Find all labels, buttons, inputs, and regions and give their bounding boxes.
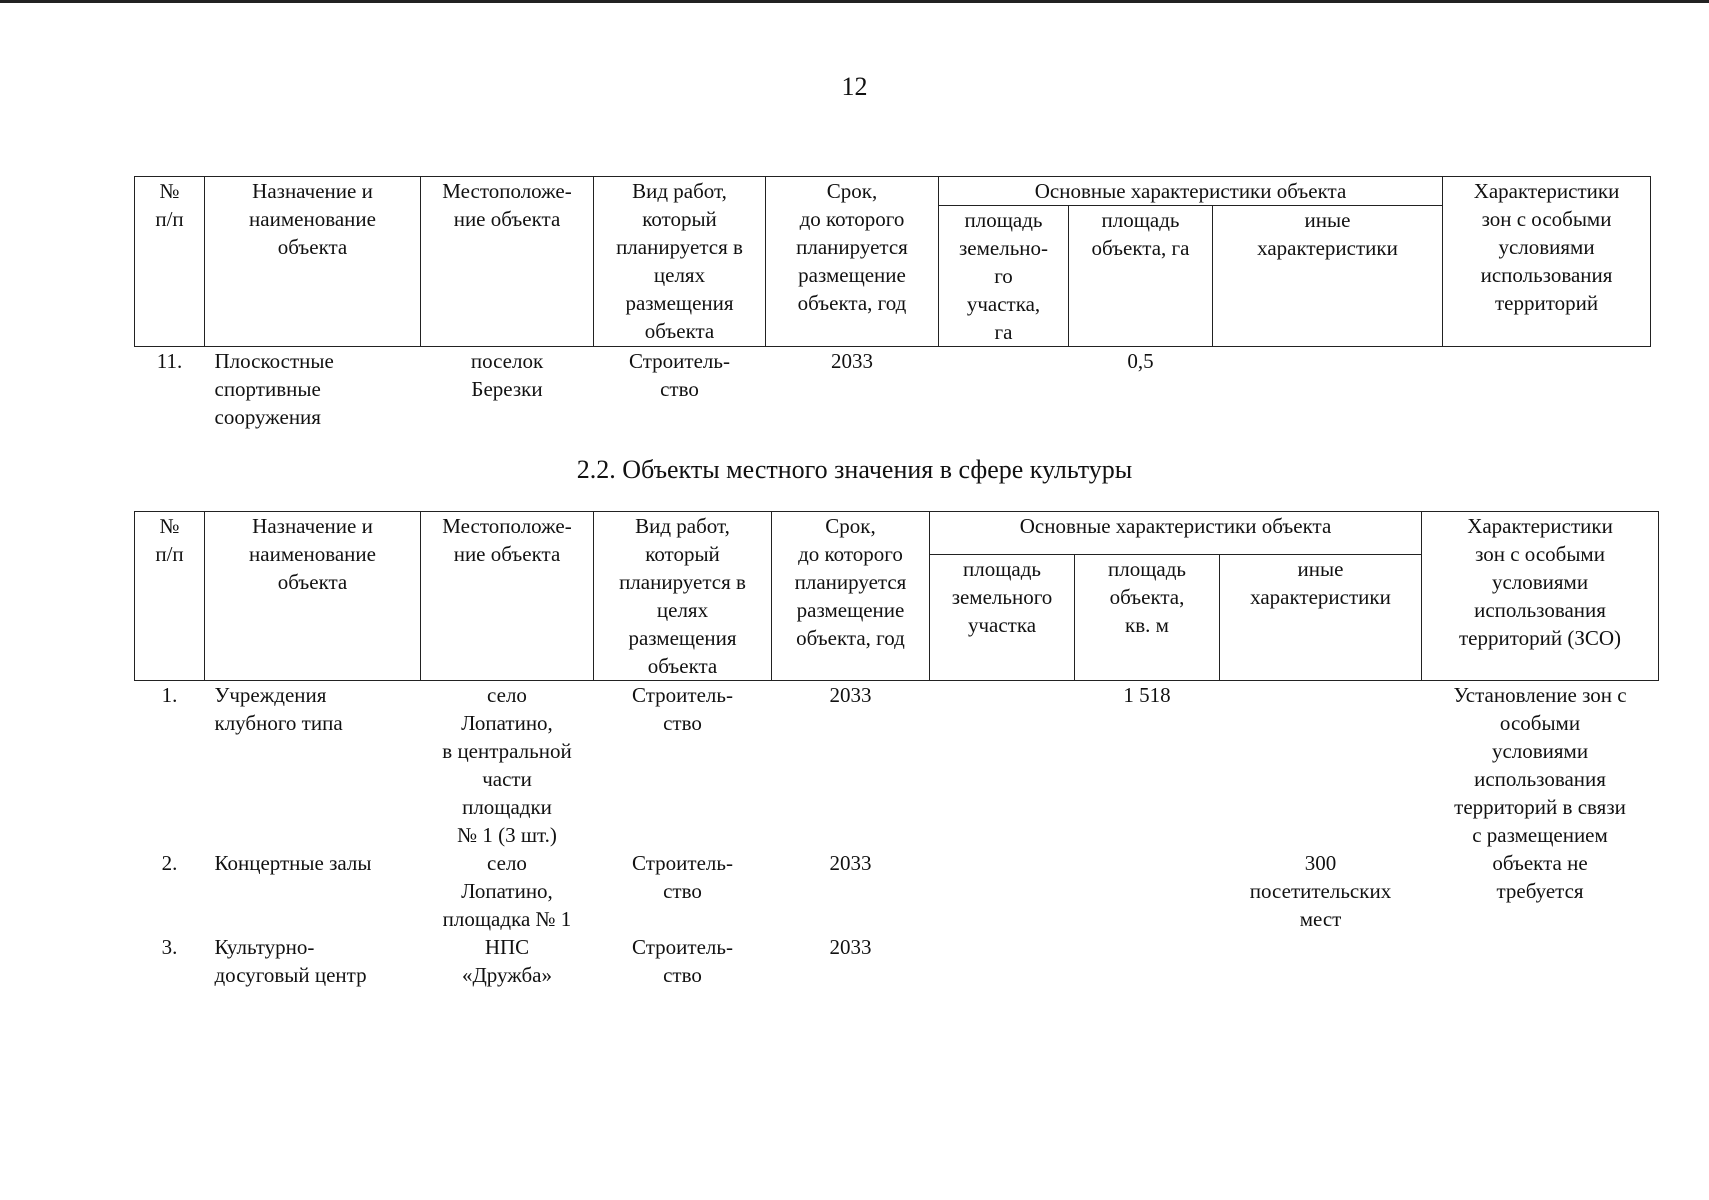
cell-other-characteristics bbox=[1220, 681, 1422, 850]
cell-land-area bbox=[930, 681, 1075, 850]
header-term: Срок, до которого планируется размещение объекта, год bbox=[772, 512, 930, 681]
section-title: 2.2. Объекты местного значения в сфере культуры bbox=[576, 455, 1133, 484]
cell-object-area bbox=[1075, 849, 1220, 933]
cell-other-characteristics bbox=[1220, 933, 1422, 989]
header-work-type: Вид работ, который планируется в целях размещения объекта bbox=[594, 177, 766, 347]
cell-other-characteristics bbox=[1213, 347, 1443, 432]
cell-land-area bbox=[939, 347, 1069, 432]
cell-num: 3. bbox=[161, 935, 178, 959]
cell-location: поселок Березки bbox=[470, 349, 544, 401]
cell-zones-merged: Установление зон с особыми условиями использования территорий в связи с размещением объекта не требуется bbox=[1453, 683, 1627, 903]
cell-term: 2033 bbox=[829, 683, 872, 707]
header-name: Назначение и наименование объекта bbox=[205, 512, 421, 681]
cell-object-area: 0,5 bbox=[1127, 349, 1154, 373]
cell-work-type: Строитель- ство bbox=[629, 349, 730, 401]
header-other-characteristics: иные характеристики bbox=[1220, 554, 1422, 680]
cell-name: Культурно- досуговый центр bbox=[214, 935, 367, 987]
cell-term: 2033 bbox=[829, 935, 872, 959]
header-main-characteristics: Основные характеристики объекта bbox=[930, 512, 1422, 555]
cell-object-area: 1 518 bbox=[1123, 683, 1171, 707]
header-num: № п/п bbox=[135, 512, 205, 681]
cell-num: 1. bbox=[161, 683, 178, 707]
header-location: Местоположе- ние объекта bbox=[421, 177, 594, 347]
table-row bbox=[135, 681, 1659, 850]
top-border-line bbox=[0, 0, 1709, 3]
header-main-characteristics: Основные характеристики объекта bbox=[939, 177, 1443, 206]
cell-name: Плоскостные спортивные сооружения bbox=[214, 349, 334, 429]
cell-location: НПС «Дружба» bbox=[461, 935, 552, 987]
header-object-area: площадь объекта, кв. м bbox=[1075, 554, 1220, 680]
table-sport-objects bbox=[134, 176, 1651, 431]
table-culture-objects bbox=[134, 511, 1659, 989]
cell-term: 2033 bbox=[831, 349, 873, 373]
header-num: № п/п bbox=[135, 177, 205, 347]
cell-land-area bbox=[930, 849, 1075, 933]
header-work-type: Вид работ, который планируется в целях размещения объекта bbox=[594, 512, 772, 681]
table-row bbox=[135, 347, 1651, 432]
cell-land-area bbox=[930, 933, 1075, 989]
cell-name: Концертные залы bbox=[214, 851, 372, 875]
header-zones: Характеристики зон с особыми условиями использования территорий (ЗСО) bbox=[1422, 512, 1659, 681]
cell-work-type: Строитель- ство bbox=[632, 935, 733, 987]
cell-zones bbox=[1443, 347, 1651, 432]
header-term: Срок, до которого планируется размещение объекта, год bbox=[766, 177, 939, 347]
cell-num: 11. bbox=[156, 349, 183, 373]
cell-location: село Лопатино, в центральной части площадки № 1 (3 шт.) bbox=[442, 683, 572, 847]
page-number: 12 bbox=[841, 72, 868, 101]
cell-work-type: Строитель- ство bbox=[632, 683, 733, 735]
cell-location: село Лопатино, площадка № 1 bbox=[442, 851, 572, 931]
header-location: Местоположе- ние объекта bbox=[421, 512, 594, 681]
header-other-characteristics: иные характеристики bbox=[1213, 206, 1443, 347]
cell-work-type: Строитель- ство bbox=[632, 851, 733, 903]
cell-name: Учреждения клубного типа bbox=[214, 683, 343, 735]
header-land-area: площадь земельного участка bbox=[930, 554, 1075, 680]
header-land-area: площадь земельно- го участка, га bbox=[939, 206, 1069, 347]
header-zones: Характеристики зон с особыми условиями использования территорий bbox=[1443, 177, 1651, 347]
header-object-area: площадь объекта, га bbox=[1069, 206, 1213, 347]
cell-num: 2. bbox=[161, 851, 178, 875]
cell-other-characteristics: 300 посетительских мест bbox=[1249, 851, 1392, 931]
header-name: Назначение и наименование объекта bbox=[205, 177, 421, 347]
cell-term: 2033 bbox=[829, 851, 872, 875]
cell-object-area bbox=[1075, 933, 1220, 989]
